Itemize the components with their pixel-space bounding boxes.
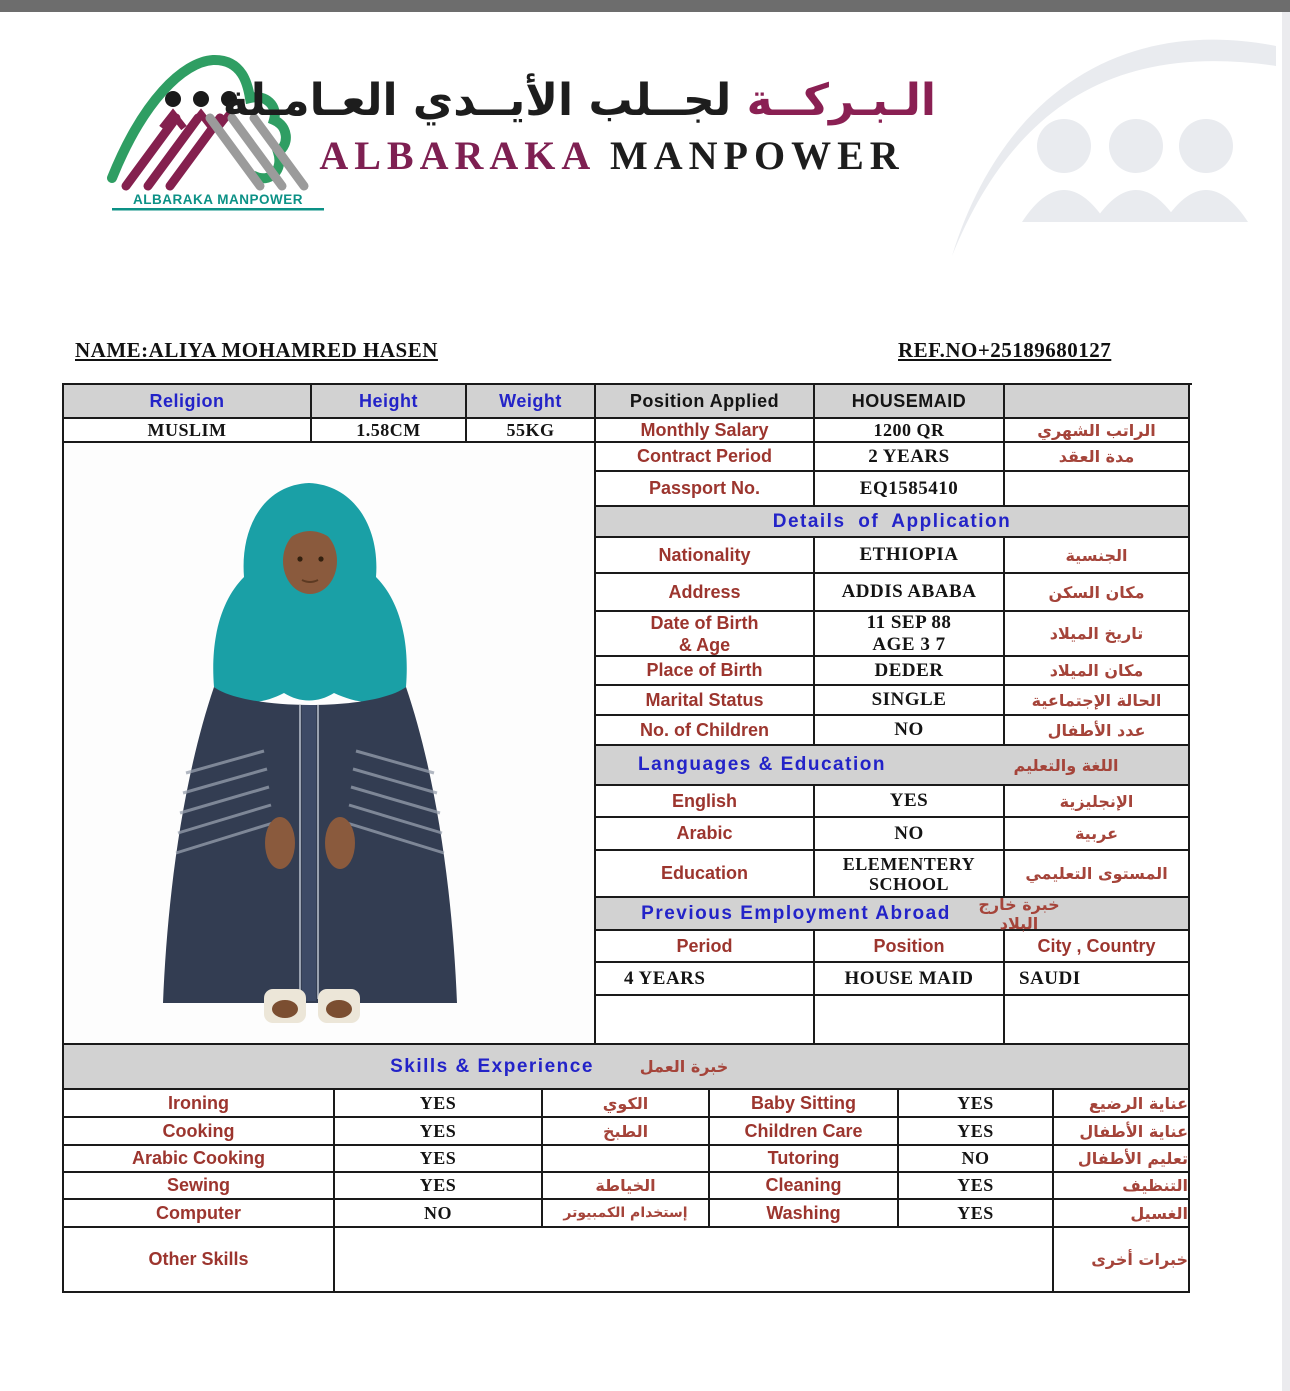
marital-status-arabic: الحالة الإجتماعية: [1005, 686, 1190, 716]
previous-employment-title: Previous Employment Abroad: [641, 902, 951, 924]
table-header-row: [64, 385, 1192, 419]
religion-header: Religion: [64, 385, 312, 419]
skills-title-arabic: خبرة العمل: [639, 1057, 729, 1076]
address-row: [596, 574, 1190, 612]
tutoring-arabic: تعليم الأطفال: [1054, 1146, 1190, 1173]
religion-value: MUSLIM: [64, 419, 312, 443]
page-top-edge: [0, 0, 1290, 12]
detail-rows: [596, 443, 1190, 1045]
details-of-application-header: [596, 507, 1190, 538]
sewing-label: Sewing: [64, 1173, 335, 1200]
education-row: [596, 851, 1190, 898]
employment-period: 4 YEARS: [596, 963, 815, 996]
applicant-photo: [64, 443, 596, 1045]
children-care-arabic: عناية الأطفال: [1054, 1118, 1190, 1146]
computer-label: Computer: [64, 1200, 335, 1228]
computer-value: NO: [335, 1200, 543, 1228]
contract-period-arabic: مدة العقد: [1005, 443, 1190, 472]
reference-number: REF.NO+25189680127: [898, 338, 1112, 362]
marital-status-row: [596, 686, 1190, 716]
dob-label: [596, 612, 815, 657]
other-skills-arabic: خبرات أخرى: [1054, 1228, 1190, 1293]
dob-label-line1: Date of Birth: [650, 612, 759, 633]
employment-row: [596, 963, 1190, 996]
place-of-birth-arabic: مكان الميلاد: [1005, 657, 1190, 686]
company-name-albaraka: ALBARAKA: [319, 133, 595, 178]
other-skills-row: [64, 1228, 1192, 1293]
employment-columns-row: [596, 931, 1190, 963]
english-value: YES: [815, 786, 1005, 818]
height-value: 1.58CM: [312, 419, 467, 443]
empty-period-cell: [596, 996, 815, 1045]
nationality-value: ETHIOPIA: [815, 538, 1005, 574]
empty-position-cell: [815, 996, 1005, 1045]
english-label: English: [596, 786, 815, 818]
cleaning-label: Cleaning: [710, 1173, 899, 1200]
employment-empty-row: [596, 996, 1190, 1045]
education-label: Education: [596, 851, 815, 898]
dob-arabic: تاريخ الميلاد: [1005, 612, 1190, 657]
logo-caption: ALBARAKA MANPOWER: [133, 192, 303, 207]
position-header: Position: [815, 931, 1005, 963]
contract-period-label: Contract Period: [596, 443, 815, 472]
company-name-arabic-rest: لجــلب الأيــدي العـامـلة: [222, 75, 732, 126]
arabic-cooking-value: YES: [335, 1146, 543, 1173]
dob-value: [815, 612, 1005, 657]
company-name-manpower: MANPOWER: [610, 133, 905, 178]
arabic-value: NO: [815, 818, 1005, 851]
english-arabic: الإنجليزية: [1005, 786, 1190, 818]
washing-value: YES: [899, 1200, 1054, 1228]
place-of-birth-label: Place of Birth: [596, 657, 815, 686]
empty-city-cell: [1005, 996, 1190, 1045]
dob-label-line2: & Age: [678, 634, 731, 655]
arabic-cooking-label: Arabic Cooking: [64, 1146, 335, 1173]
passport-value: EQ1585410: [815, 472, 1005, 507]
sewing-arabic: الخياطة: [543, 1173, 710, 1200]
employment-position: HOUSE MAID: [815, 963, 1005, 996]
marital-status-label: Marital Status: [596, 686, 815, 716]
nationality-label: Nationality: [596, 538, 815, 574]
baby-sitting-label: Baby Sitting: [710, 1090, 899, 1118]
dob-row: [596, 612, 1190, 657]
marital-status-value: SINGLE: [815, 686, 1005, 716]
children-value: NO: [815, 716, 1005, 746]
weight-header: Weight: [467, 385, 596, 419]
washing-label: Washing: [710, 1200, 899, 1228]
education-value-line2: SCHOOL: [868, 873, 949, 894]
monthly-salary-label: Monthly Salary: [596, 419, 815, 443]
education-value-line1: ELEMENTERY: [842, 853, 976, 874]
address-value: ADDIS ABABA: [815, 574, 1005, 612]
position-applied-header: Position Applied: [596, 385, 815, 419]
height-header: Height: [312, 385, 467, 419]
dob-value-line1: 11 SEP 88: [866, 611, 952, 633]
languages-education-title: Languages & Education: [638, 754, 886, 775]
place-of-birth-row: [596, 657, 1190, 686]
ironing-value: YES: [335, 1090, 543, 1118]
arabic-label: Arabic: [596, 818, 815, 851]
city-country-header: City , Country: [1005, 931, 1190, 963]
position-value: HOUSEMAID: [815, 385, 1005, 419]
arabic-arabic: عربية: [1005, 818, 1190, 851]
baby-sitting-value: YES: [899, 1090, 1054, 1118]
children-care-label: Children Care: [710, 1118, 899, 1146]
ironing-arabic: الكوي: [543, 1090, 710, 1118]
cv-table: [62, 383, 1192, 1293]
details-of-application-title: Details of Application: [596, 507, 1190, 538]
english-row: [596, 786, 1190, 818]
cleaning-arabic: التنظيف: [1054, 1173, 1190, 1200]
skill-row-computer: [64, 1200, 1192, 1228]
skills-header-row: [64, 1045, 1192, 1090]
skills-title: Skills & Experience: [390, 1055, 594, 1077]
computer-arabic: إستخدام الكمبيوتر: [543, 1200, 710, 1228]
children-care-value: YES: [899, 1118, 1054, 1146]
dob-value-line2: AGE 3 7: [872, 633, 946, 655]
washing-arabic: الغسيل: [1054, 1200, 1190, 1228]
education-arabic: المستوى التعليمي: [1005, 851, 1190, 898]
ironing-label: Ironing: [64, 1090, 335, 1118]
children-label: No. of Children: [596, 716, 815, 746]
empty-header-cell: [1005, 385, 1190, 419]
monthly-salary-arabic: الراتب الشهري: [1005, 419, 1190, 443]
tutoring-label: Tutoring: [710, 1146, 899, 1173]
people-swoosh-watermark-icon: [946, 16, 1282, 268]
weight-value: 55KG: [467, 419, 596, 443]
contract-period-row: [596, 443, 1190, 472]
nationality-arabic: الجنسية: [1005, 538, 1190, 574]
cooking-arabic: الطبخ: [543, 1118, 710, 1146]
address-label: Address: [596, 574, 815, 612]
cooking-value: YES: [335, 1118, 543, 1146]
applicant-photo-figure: [64, 443, 594, 1043]
languages-education-arabic: اللغة والتعليم: [1013, 755, 1119, 775]
previous-employment-arabic: خبرة خارج البلاد: [978, 894, 1060, 933]
languages-education-header: [596, 746, 1190, 786]
sewing-value: YES: [335, 1173, 543, 1200]
skill-row-sewing: [64, 1173, 1192, 1200]
period-header: Period: [596, 931, 815, 963]
address-arabic: مكان السكن: [1005, 574, 1190, 612]
other-skills-label: Other Skills: [64, 1228, 335, 1293]
vitals-row: [64, 419, 1192, 443]
monthly-salary-value: 1200 QR: [815, 419, 1005, 443]
page-right-edge: [1282, 12, 1290, 1391]
nationality-row: [596, 538, 1190, 574]
other-skills-value: [335, 1228, 1054, 1293]
previous-employment-header: [596, 894, 1190, 933]
passport-arabic: [1005, 472, 1190, 507]
skill-row-cooking: [64, 1118, 1192, 1146]
passport-row: [596, 472, 1190, 507]
skill-row-ironing: [64, 1090, 1192, 1118]
passport-label: Passport No.: [596, 472, 815, 507]
children-row: [596, 716, 1190, 746]
employment-city: SAUDI: [1005, 963, 1190, 996]
company-name-arabic-first: الـبـركــة: [746, 75, 936, 126]
cooking-label: Cooking: [64, 1118, 335, 1146]
skill-row-arabic-cooking: [64, 1146, 1192, 1173]
company-name-arabic: [222, 70, 936, 132]
baby-sitting-arabic: عناية الرضيع: [1054, 1090, 1190, 1118]
company-name-latin: [292, 132, 932, 179]
arabic-cooking-arabic: [543, 1146, 710, 1173]
applicant-name: NAME:ALIYA MOHAMRED HASEN: [75, 338, 438, 362]
children-arabic: عدد الأطفال: [1005, 716, 1190, 746]
arabic-row: [596, 818, 1190, 851]
details-band: [64, 443, 1192, 1045]
education-value: [815, 851, 1005, 898]
cleaning-value: YES: [899, 1173, 1054, 1200]
place-of-birth-value: DEDER: [815, 657, 1005, 686]
contract-period-value: 2 YEARS: [815, 443, 1005, 472]
tutoring-value: NO: [899, 1146, 1054, 1173]
